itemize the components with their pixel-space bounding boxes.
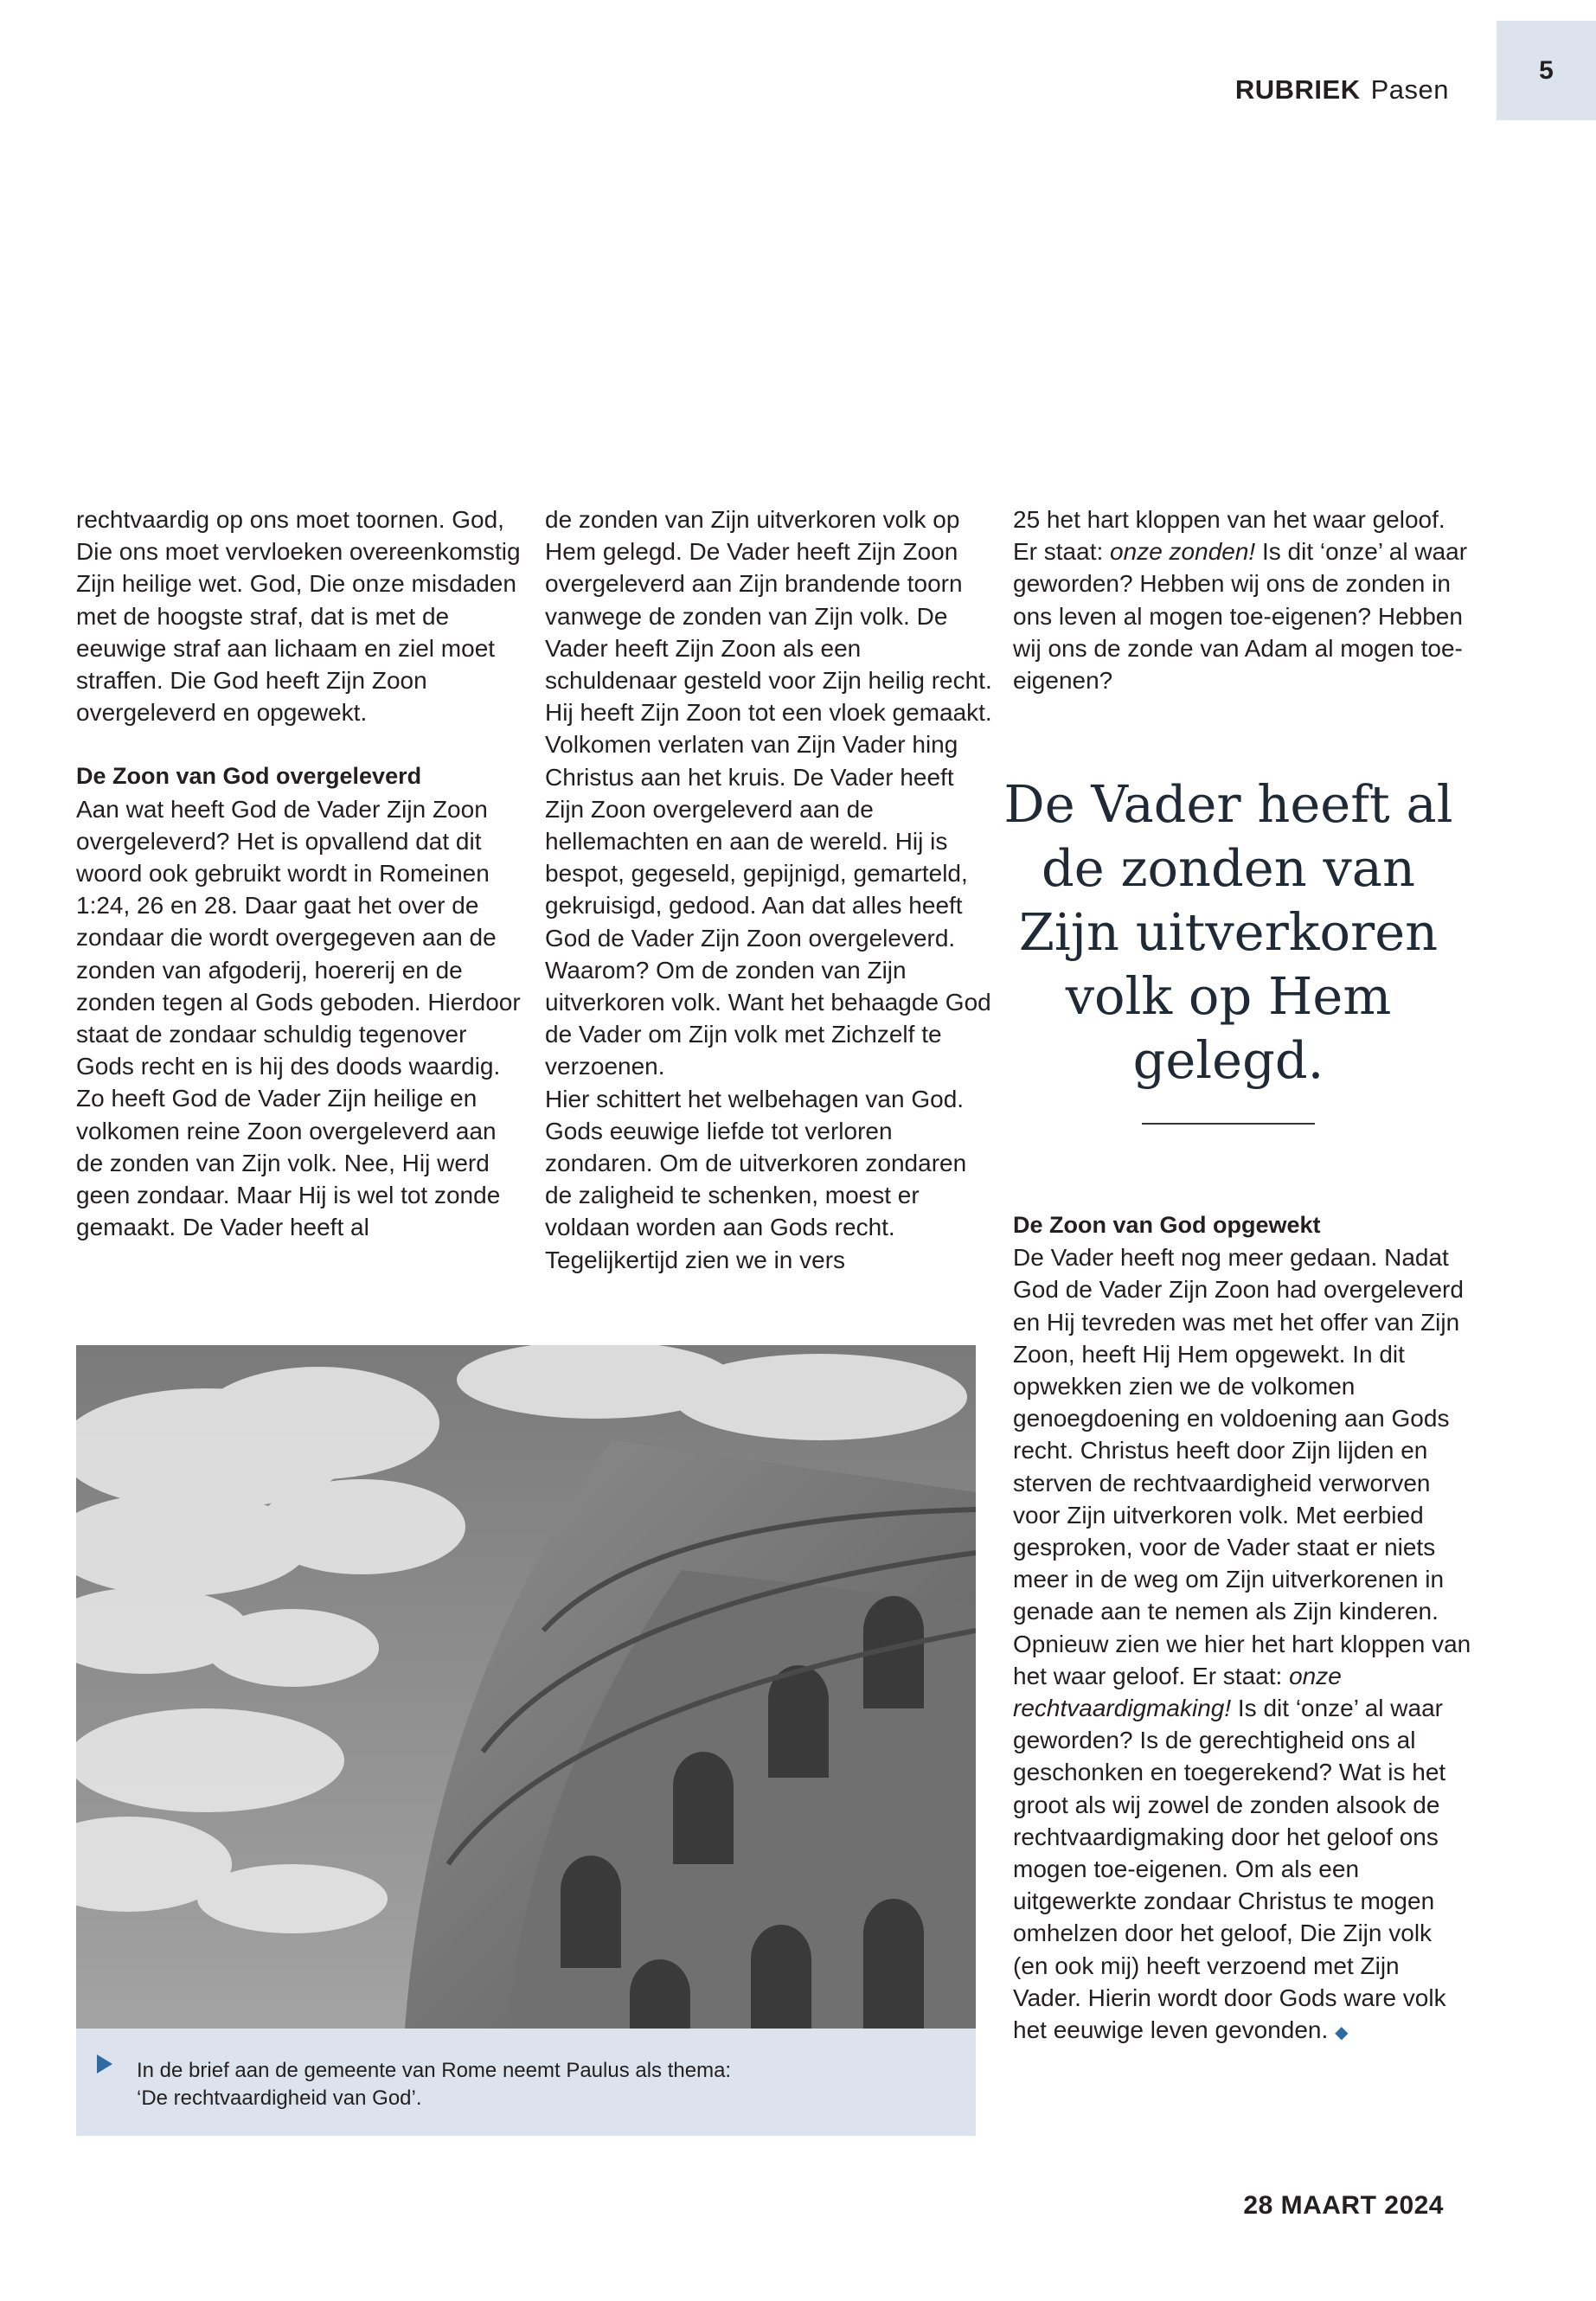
- paragraph: Opnieuw zien we hier het hart kloppen van het waar geloof. Er staat: onze rechtvaardigmaking! Is dit ‘onze’ al waar geworden? Is de gerechtigheid ons al geschonken en toegerekend? Wat is het groot als wij zowel de zonden alsook de rechtvaardigmaking door het geloof ons mogen toe-eigenen. Om als een uitgewerkte zondaar Christus te mogen omhelzen door het geloof, Die Zijn volk (en ook mij) heeft verzoend met Zijn Vader. Hierin wordt door Gods ware volk het eeuwige leven gevonden. ◆: [1013, 1630, 1471, 2044]
- photo-caption: [76, 2029, 976, 2136]
- emphasis: onze zonden!: [1110, 538, 1256, 566]
- caption-arrow-icon: [97, 2054, 112, 2073]
- subheading-overgeleverd: De Zoon van God overgeleverd: [76, 763, 422, 790]
- emphasis: onze rechtvaardigmaking!: [1013, 1662, 1342, 1722]
- pull-quote-divider: [1142, 1123, 1315, 1125]
- caption-line: In de brief aan de gemeente van Rome neemt Paulus als thema:: [137, 2059, 732, 2082]
- paragraph: Zo heeft God de Vader Zijn heilige en volkomen reine Zoon overgeleverd aan de zonden van Zijn volk. Nee, Hij werd geen zondaar. Maar Hij is wel tot zonde gemaakt. De Vader heeft al: [76, 1085, 501, 1241]
- running-header: [1235, 74, 1449, 106]
- colosseum-photo: [76, 1345, 976, 2029]
- section-label: Pasen: [1370, 74, 1449, 105]
- end-mark-icon: ◆: [1335, 2023, 1349, 2043]
- pull-quote: De Vader heeft al de zonden van Zijn uitverkoren volk op Hem gelegd.: [1003, 774, 1453, 1090]
- column-1: [76, 503, 526, 1243]
- paragraph: Aan wat heeft God de Vader Zijn Zoon overgeleverd? Het is opvallend dat dit woord ook gebruikt wordt in Romeinen 1:24, 26 en 28. Daar gaat het over de zondaar die wordt overgegeven aan de zonden van afgoderij, hoererij en de zonden tegen al Gods geboden. Hierdoor staat de zondaar schuldig tegenover Gods recht en is hij des doods waardig.: [76, 795, 521, 1080]
- paragraph: de zonden van Zijn uitverkoren volk op Hem gelegd. De Vader heeft Zijn Zoon overgeleverd aan Zijn brandende toorn vanwege de zonden van Zijn volk. De Vader heeft Zijn Zoon als een schuldenaar gesteld voor Zijn heilig recht. Hij heeft Zijn Zoon tot een vloek gemaakt. Volkomen verlaten van Zijn Vader hing Christus aan het kruis. De Vader heeft Zijn Zoon overgeleverd aan de hellemachten en aan de wereld. Hij is bespot, gegeseld, gepijnigd, gemarteld, gekruisigd, gedood. Aan dat alles heeft God de Vader Zijn Zoon overgeleverd. Waarom? Om de zonden van Zijn uitverkoren volk. Want het behaagde God de Vader om Zijn volk met Zichzelf te verzoenen.: [545, 506, 992, 1080]
- column-2: [545, 503, 995, 1276]
- paragraph: Hier schittert het welbehagen van God. Gods eeuwige liefde tot verloren zondaren. Om de uitverkoren zondaren de zaligheid te schenken, moest er voldaan worden aan Gods recht. Tegelijkertijd zien we in vers: [545, 1085, 967, 1273]
- column-3-top: [1013, 503, 1471, 696]
- issue-date: 28 MAART 2024: [1243, 2191, 1444, 2220]
- paragraph: 25 het hart kloppen van het waar geloof. Er staat: onze zonden! Is dit ‘onze’ al waar geworden? Hebben wij ons de zonden in ons leven al mogen toe-eigenen? Hebben wij ons de zonde van Adam al mogen toe-eigenen?: [1013, 506, 1468, 695]
- page-number: 5: [1497, 21, 1596, 120]
- paragraph: rechtvaardig op ons moet toornen. God, Die ons moet vervloeken overeenkomstig Zijn heilige wet. God, Die onze misdaden met de hoogste straf, dat is met de eeuwige straf aan lichaam en ziel moet straffen. Die God heeft Zijn Zoon overgeleverd en opgewekt.: [76, 506, 521, 727]
- subheading-opgewekt: De Zoon van God opgewekt: [1013, 1212, 1321, 1238]
- column-3-bottom: [1013, 1209, 1471, 2049]
- paragraph: De Vader heeft nog meer gedaan. Nadat God de Vader Zijn Zoon had overgeleverd en Hij tevreden was met het offer van Zijn Zoon, heeft Hij Hem opgewekt. In dit opwekken zien we de volkomen genoegdoening en voldoening aan Gods recht. Christus heeft door Zijn lijden en sterven de rechtvaardigheid verworven voor Zijn uitverkoren volk. Met eerbied gesproken, voor de Vader staat er niets meer in de weg om Zijn uitverkorenen in genade aan te nemen als Zijn kinderen.: [1013, 1244, 1464, 1625]
- rubriek-label: RUBRIEK: [1234, 74, 1361, 105]
- caption-line: ‘De rechtvaardigheid van God’.: [137, 2086, 422, 2110]
